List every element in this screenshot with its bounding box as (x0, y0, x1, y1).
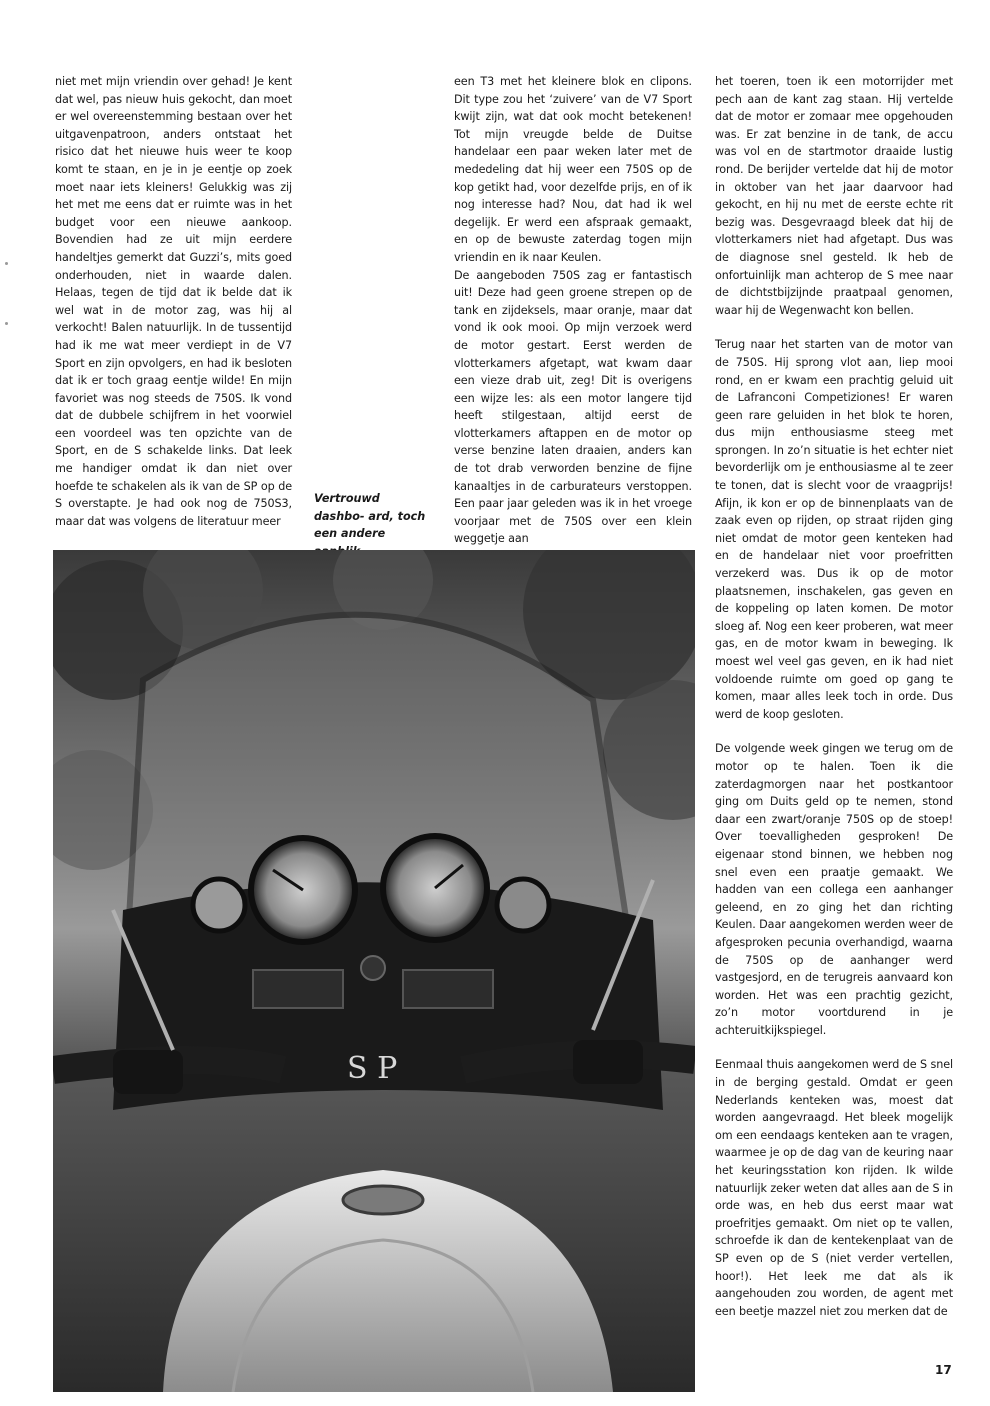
article-column-3 (715, 73, 953, 1320)
sp-dash-logo: S P (347, 1051, 398, 1086)
paragraph: Terug naar het starten van de motor van de 750S. Hij sprong vlot aan, liep mooi rond, en er kwam een prachtig geluid uit de Lafranconi Competiziones! Er waren geen rare geluiden in het blok te horen, dus mijn enthousiasme steeg met sprongen. In zo’n situatie is het echter niet bevorderlijk om je enthousiasme al te zeer te tonen, dat is slecht voor de vraagprijs! Afijn, ik kon er op de binnenplaats van de zaak even op rijden, op straat rijden ging niet omdat de motor geen kenteken had en de handelaar niet voor proefritten verzekerd was. Dus ik op de motor plaatsnemen, inschakelen, gas geven en de koppeling op laten komen. De motor sloeg af. Nog een keer proberen, wat meer gas, en de motor kwam in beweging. Ik moest wel veel gas geven, en ik had niet voldoende ruimte om goed op gang te komen, maar alles leek toch in orde. Dus werd de koop gesloten. (715, 338, 953, 721)
photo-caption: Vertrouwd dashbo- ard, toch een andere (314, 492, 426, 541)
paragraph: De aangeboden 750S zag er fantastisch uit! Deze had geen groene strepen op de tank en zijdeksels, maar oranje, maar dat vond ik ook mooi. Op mijn verzoek werd de motor gestart. Eerst werden de vlotterkamers afgetapt, wat kwam daar een vieze drab uit, zeg! Dit is overigens een wijze les: als een motor langere tijd heeft stilgestaan, altijd eerst de vlotterkamers aftappen en de motor op verse benzine laten draaien, anders kan de tot drab verworden benzine de fijne kanaaltjes in de carburateurs verstoppen. Een paar jaar geleden was ik in het vroege voorjaar met de 750S over een klein weggetje aan (454, 268, 692, 546)
page-number: 17 (935, 1363, 952, 1377)
article-column-1 (55, 73, 292, 530)
paragraph: De volgende week gingen we terug om de motor op te halen. Toen ik die zaterdagmorgen naar het postkantoor ging om Duits geld op te nemen, stond daar een zwart/oranje 750S op de stoep! Over toevalligheden gesproken! De eigenaar stond binnen, we hebben nog snel even een praatje gemaakt. We hadden van een collega een aanhanger geleend, en zo ging het dan richting Keulen. Daar aangekomen werden weer de afgesproken pecunia overhandigd, waarna de 750S op de aanhanger werd vastgesjord, en de terugreis aanvaard kon worden. Het was een prachtig gezicht, zo’n motor voortdurend in je achteruitkijkspiegel. (715, 742, 953, 1037)
paragraph: niet met mijn vriendin over gehad! Je kent dat wel, pas nieuw huis gekocht, dan moet er wel overeenstemming bestaan over het uitgavenpatroon, anders ontstaat het risico dat het nieuwe huis weer te koop komt te staan, en je in je eentje op zoek moet naar iets kleiners! Gelukkig was zij het met me eens dat er ruimte was in het budget voor een nieuwe aankoop. Bovendien had ze uit mijn eerdere handeltjes gemerkt dat Guzzi’s, mits goed onderhouden, niet in waarde dalen. Helaas, tegen de tijd dat ik belde dat ik wel wat in de motor zag, was hij al verkocht! Balen natuurlijk. In de tussentijd had ik me wat meer verdiept in de V7 Sport en zijn opvolgers, en had ik besloten dat ik er toch graag eentje wilde! En mijn favoriet was nog steeds de 750S. Ik vond dat de dubbele schijfrem in het voorwiel een voordeel was ten opzichte van de Sport, en de S schakelde links. Dat leek me handiger omdat ik dan niet over hoefde te schakelen als ik van de SP op de S overstapte. Je had ook nog de 750S3, maar dat was volgens de literatuur meer (55, 75, 292, 528)
scan-speck (5, 322, 8, 325)
motorcycle-dashboard-photo (53, 550, 695, 1392)
paragraph: een T3 met het kleinere blok en clipons. Dit type zou het ‘zuivere’ van de V7 Sport kwijt zijn, wat dat ook mocht betekenen! Tot mijn vreugde belde de Duitse handelaar een paar weken later met de mededeling dat hij weer een 750S op de kop getikt had, voor dezelfde prijs, en of ik nog interesse had? Nou, dat had ik wel degelijk. Er werd een afspraak gemaakt, en op de bewuste zaterdag togen mijn vriendin en ik naar Keulen. (454, 75, 692, 264)
paragraph: het toeren, toen ik een motorrijder met pech aan de kant zag staan. Hij vertelde dat de motor er zomaar mee opgehouden was. Er zat benzine in de tank, de accu was vol en de startmotor draaide lustig rond. De berijder vertelde dat hij de motor in oktober van het jaar daarvoor had gekocht, en hij nu met de eerste echte rit bezig was. Desgevraagd bleek dat hij de vlotterkamers niet had afgetapt. Dus was de diagnose snel gesteld. Ik heb de onfortuinlijk man achterop de S mee naar de dichtstbijzijnde praatpaal genomen, waar hij de Wegenwacht kon bellen. (715, 75, 953, 317)
paragraph: Eenmaal thuis aangekomen werd de S snel in de berging gestald. Omdat er geen Nederlands kenteken was, moest dat worden aangevraagd. Het bleek mogelijk om een eendaags kenteken aan te vragen, waarmee je op de dag van de keuring naar het keuringsstation kon rijden. Ik wilde natuurlijk zeker weten dat alles aan de S in orde was, en heb dus eerst maar wat proefritjes gemaakt. Om niet op te vallen, schroefde ik dan de kentekenplaat van de SP even op de S (niet verder vertellen, hoor!). Het leek me dat als ik aangehouden zou worden, de agent met een beetje mazzel niet zou merken dat de (715, 1058, 953, 1318)
article-column-2 (454, 73, 692, 548)
scan-speck (5, 262, 8, 265)
